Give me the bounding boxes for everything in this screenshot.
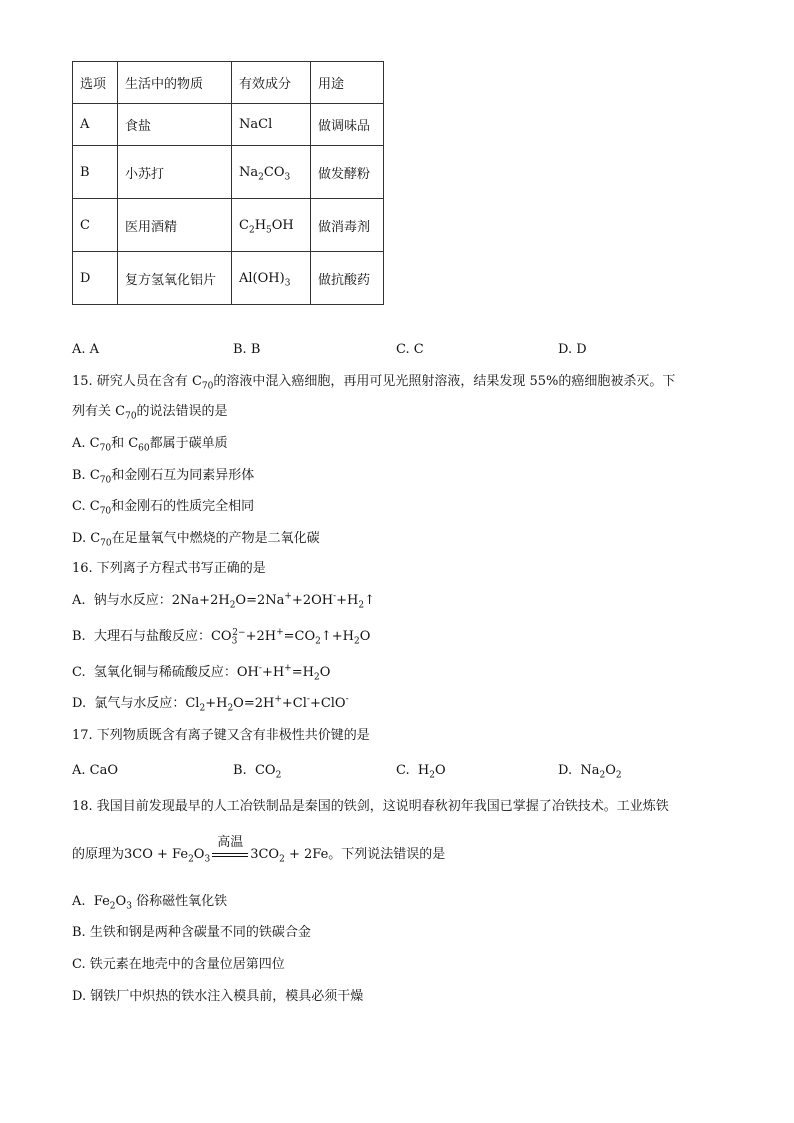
table-header-option: 选项	[73, 62, 118, 104]
table-cell-use: 做发酵粉	[311, 146, 384, 199]
table-cell-component: $C_2H_5OH$	[232, 199, 311, 252]
q15-stem-line2: 列有关 $C_{70}$的说法错误的是	[72, 404, 228, 422]
q16-stem: 16. 下列离子方程式书写正确的是	[72, 561, 266, 576]
table-cell-option: A	[73, 104, 118, 146]
q14-option-d[interactable]: D. D	[558, 342, 587, 357]
reaction-condition: 高温	[217, 834, 244, 850]
table-cell-substance: 医用酒精	[118, 199, 232, 252]
q18-stem-line2: 的原理为$3CO + Fe_2O_3$ 高温 $3CO_2 + 2Fe$。下列说法错误的是	[72, 834, 446, 865]
q18-stem-post: 。下列说法错误的是	[328, 847, 446, 862]
table-header-component: 有效成分	[232, 62, 311, 104]
q16-option-b[interactable]: B. 大理石与盐酸反应：$CO_3^{2-}+2H^+=CO_2↑+H_2O$	[72, 627, 371, 647]
table-cell-option: D	[73, 252, 118, 305]
q18-option-c[interactable]: C. 铁元素在地壳中的含量位居第四位	[72, 957, 285, 972]
q18-stem-line1: 18. 我国目前发现最早的人工冶铁制品是秦国的铁剑，这说明春秋初年我国已掌握了冶铁技术。工业炼铁	[72, 799, 669, 814]
table-row	[73, 146, 384, 199]
q15-option-b[interactable]: B. $C_{70}$和金刚石互为同素异形体	[72, 468, 255, 486]
table-cell-component: $Na_2CO_3$	[232, 146, 311, 199]
table-cell-use: 做抗酸药	[311, 252, 384, 305]
q14-option-a[interactable]: A. A	[72, 342, 100, 357]
table-cell-substance: 复方氢氧化铝片	[118, 252, 232, 305]
table-row	[73, 252, 384, 305]
table-cell-component: NaCl	[232, 104, 311, 146]
substance-table	[72, 61, 384, 305]
q14-option-c[interactable]: C. C	[396, 342, 424, 357]
table-row	[73, 104, 384, 146]
table-cell-option: C	[73, 199, 118, 252]
q17-option-c[interactable]: C. $H_2O$	[396, 763, 446, 781]
q14-option-b[interactable]: B. B	[233, 342, 261, 357]
q18-stem-pre: 的原理为	[72, 847, 125, 862]
table-cell-use: 做消毒剂	[311, 199, 384, 252]
table-cell-use: 做调味品	[311, 104, 384, 146]
q16-option-d[interactable]: D. 氯气与水反应：$Cl_2+H_2O=2H^++Cl^-+ClO^-$	[72, 694, 349, 714]
table-cell-component: $Al(OH)_3$	[232, 252, 311, 305]
q17-option-d[interactable]: D. $Na_2O_2$	[558, 763, 622, 781]
q17-option-b[interactable]: B. $CO_2$	[233, 763, 282, 781]
q15-stem-line1: 15. 研究人员在含有 $C_{70}$的溶液中混入癌细胞，再用可见光照射溶液，结果发现 55%的癌细胞被杀灭。下	[72, 374, 676, 392]
table-cell-substance: 小苏打	[118, 146, 232, 199]
q18-option-b[interactable]: B. 生铁和钢是两种含碳量不同的铁碳合金	[72, 925, 311, 940]
q15-option-a[interactable]: A. $C_{70}$和 $C_{60}$都属于碳单质	[72, 436, 228, 454]
q16-option-a[interactable]: A. 钠与水反应：$2Na+2H_2O=2Na^++2OH^-+H_2↑$	[72, 591, 376, 611]
q15-option-d[interactable]: D. $C_{70}$在足量氧气中燃烧的产物是二氧化碳	[72, 531, 320, 549]
q16-option-c[interactable]: C. 氢氧化铜与稀硫酸反应：$OH^-+H^+=H_2O$	[72, 663, 331, 683]
q18-option-a[interactable]: A. $Fe_2O_3$ 俗称磁性氧化铁	[72, 894, 228, 912]
table-header-use: 用途	[311, 62, 384, 104]
table-cell-option: B	[73, 146, 118, 199]
table-row	[73, 199, 384, 252]
table-header-substance: 生活中的物质	[118, 62, 232, 104]
q17-stem: 17. 下列物质既含有离子键又含有非极性共价键的是	[72, 728, 370, 743]
q17-option-a[interactable]: A. CaO	[72, 763, 119, 778]
reaction-arrow	[212, 834, 248, 862]
q18-option-d[interactable]: D. 钢铁厂中炽热的铁水注入模具前，模具必须干燥	[72, 989, 364, 1004]
table-cell-substance: 食盐	[118, 104, 232, 146]
q15-option-c[interactable]: C. $C_{70}$和金刚石的性质完全相同	[72, 499, 255, 517]
